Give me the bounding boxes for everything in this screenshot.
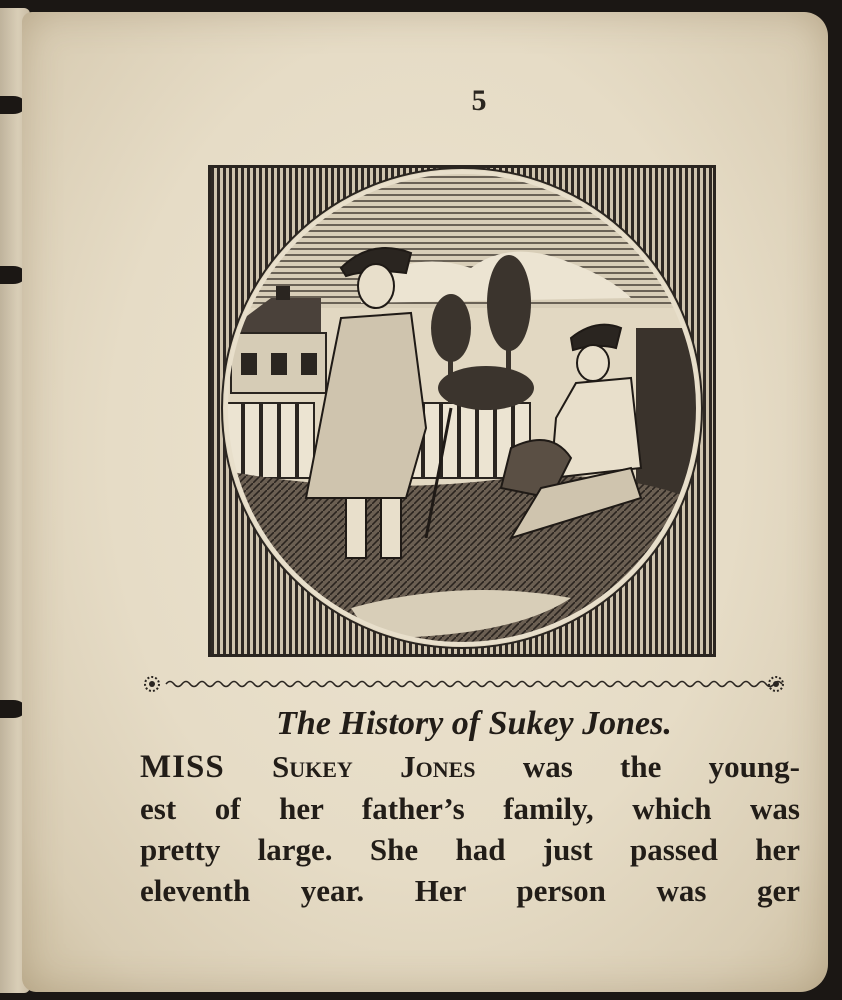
- story-text: [140, 702, 800, 911]
- text-line-1: [140, 746, 800, 788]
- book-page: [22, 12, 828, 992]
- text-line-2: est of her father’s family, which was: [140, 791, 800, 826]
- story-heading: The History of Sukey Jones.: [276, 705, 672, 742]
- woodcut-illustration: [208, 165, 716, 657]
- text-line-1-rest: was the young-: [522, 749, 800, 784]
- page-number: 5: [471, 84, 487, 117]
- drop-word: MISS: [140, 749, 225, 785]
- text-line-4: eleventh year. Her person was ger: [140, 873, 800, 908]
- ornamental-rule: [142, 672, 787, 698]
- text-line-3: pretty large. She had just passed her: [140, 832, 800, 867]
- character-name: Sukey Jones: [272, 749, 476, 784]
- woodcut-scene: [211, 168, 713, 654]
